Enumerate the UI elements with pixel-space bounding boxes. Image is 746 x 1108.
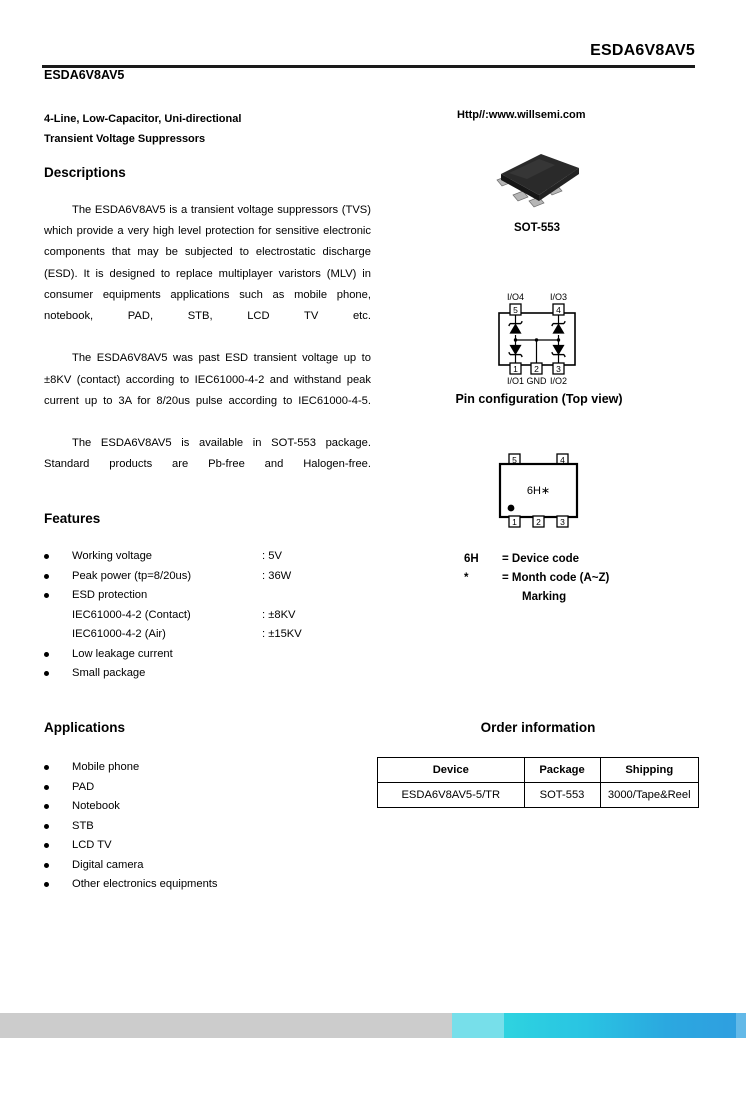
list-item (44, 836, 374, 856)
list-item (44, 778, 374, 798)
column-header-shipping: Shipping (600, 758, 699, 783)
cell-device: ESDA6V8AV5-5/TR (378, 783, 525, 808)
application-label: Other electronics equipments (72, 878, 218, 890)
feature-value: : ±15KV (262, 628, 302, 640)
feature-label: Working voltage (72, 550, 153, 562)
legend-value: = Month code (A~Z) (502, 572, 610, 584)
table-header-row (378, 758, 699, 783)
application-label: STB (72, 819, 94, 832)
product-subtitle-line2: Transient Voltage Suppressors (44, 133, 206, 145)
svg-text:1: 1 (513, 364, 518, 374)
column-header-package: Package (524, 758, 600, 783)
description-paragraph: The ESDA6V8AV5 is available in SOT-553 package. Standard products are Pb-free and Halogen-free. (44, 437, 371, 471)
footer-color-bar (0, 1013, 746, 1038)
feature-value: : 5V (262, 550, 282, 562)
application-label: Digital camera (72, 858, 144, 871)
page-title: ESDA6V8AV5 (44, 68, 125, 82)
svg-text:1: 1 (512, 517, 517, 527)
feature-value: : 36W (262, 569, 292, 582)
pin1-dot-icon (508, 505, 515, 512)
marking-code-text: 6H∗ (526, 485, 551, 497)
bullet-icon (44, 863, 49, 868)
application-label: Notebook (72, 800, 120, 812)
list-item (44, 567, 374, 587)
feature-label: Low leakage current (72, 647, 173, 660)
pin-label-io1: I/O1 (506, 376, 525, 386)
list-item (44, 547, 374, 567)
pin-label-gnd: GND (526, 376, 547, 386)
svg-text:3: 3 (556, 364, 561, 374)
feature-label: Small package (72, 667, 146, 679)
order-information-heading: Order information (480, 720, 596, 735)
description-paragraph: The ESDA6V8AV5 was past ESD transient voltage up to ±8KV (contact) according to IEC61000-4-2 and withstand peak current up to 3A for 8/20us pulse according to IEC61000-4-5. (44, 352, 371, 407)
header-rule (42, 65, 695, 68)
bullet-icon (44, 804, 49, 809)
bullet-icon (44, 882, 49, 887)
product-subtitle (44, 109, 241, 149)
order-information-table (377, 757, 699, 808)
page-header-part-number: ESDA6V8AV5 (590, 42, 695, 59)
legend-key: 6H (464, 553, 479, 565)
svg-text:4: 4 (556, 305, 561, 315)
list-item (44, 856, 374, 876)
list-item (44, 817, 374, 837)
package-photo (489, 148, 587, 214)
svg-text:2: 2 (536, 517, 541, 527)
applications-heading: Applications (44, 720, 126, 735)
legend-value: Marking (522, 591, 567, 603)
list-item (44, 797, 374, 817)
svg-text:5: 5 (512, 455, 517, 465)
feature-value: : ±8KV (262, 608, 296, 621)
svg-text:2: 2 (534, 364, 539, 374)
footer-bar-gray (0, 1013, 452, 1038)
bullet-icon (44, 785, 49, 790)
application-label: PAD (72, 780, 95, 793)
features-heading: Features (44, 511, 101, 526)
legend-key: * (464, 572, 469, 584)
feature-label: Peak power (tp=8/20us) (72, 569, 192, 582)
product-subtitle-line1: 4-Line, Low-Capacitor, Uni-directional (44, 113, 242, 125)
application-label: LCD TV (72, 839, 112, 851)
bullet-icon (44, 824, 49, 829)
list-item (44, 625, 374, 645)
list-item (44, 758, 374, 778)
feature-label: IEC61000-4-2 (Contact) (72, 608, 191, 621)
list-item (44, 645, 374, 665)
descriptions-heading: Descriptions (44, 165, 126, 180)
list-item (44, 586, 374, 606)
legend-value: = Device code (502, 553, 580, 565)
descriptions-body (44, 200, 371, 497)
svg-text:3: 3 (560, 517, 565, 527)
bullet-icon (44, 574, 49, 579)
footer-bar-light-cyan (452, 1013, 504, 1038)
pin-configuration-diagram (489, 291, 589, 387)
applications-list (44, 758, 374, 895)
pin-label-io3: I/O3 (549, 292, 568, 302)
feature-label: IEC61000-4-2 (Air) (72, 628, 166, 640)
feature-label: ESD protection (72, 589, 148, 601)
description-paragraph: The ESDA6V8AV5 is a transient voltage suppressors (TVS) which provide a very high level protection for sensitive electronic components that may be subjected to electrostatic discharge (ESD). It is designed to replace multiplayer varistors (MLV) in consumer equipments applications such as mobile phone, notebook, PAD, STB, LCD TV etc. (44, 204, 371, 323)
package-photo-caption: SOT-553 (513, 222, 561, 234)
column-header-device: Device (378, 758, 525, 783)
pin-configuration-svg (489, 291, 589, 387)
list-item (44, 606, 374, 626)
website-link[interactable]: Http//:www.willsemi.com (457, 109, 586, 121)
pin-label-io2: I/O2 (549, 376, 568, 386)
pin-label-io4: I/O4 (506, 292, 525, 302)
bullet-icon (44, 554, 49, 559)
application-label: Mobile phone (72, 761, 140, 773)
marking-diagram (494, 452, 586, 534)
svg-text:5: 5 (513, 305, 518, 315)
bullet-icon (44, 652, 49, 657)
cell-shipping: 3000/Tape&Reel (600, 783, 699, 808)
bullet-icon (44, 671, 49, 676)
marking-diagram-svg (494, 452, 586, 534)
bullet-icon (44, 593, 49, 598)
list-item (44, 664, 374, 684)
features-list (44, 547, 374, 684)
table-row (378, 783, 699, 808)
svg-text:4: 4 (560, 455, 565, 465)
bullet-icon (44, 765, 49, 770)
list-item (44, 875, 374, 895)
package-photo-svg (489, 148, 587, 214)
footer-bar-end (736, 1013, 746, 1038)
footer-bar-gradient (504, 1013, 736, 1038)
pin-configuration-caption: Pin configuration (Top view) (455, 392, 623, 406)
cell-package: SOT-553 (524, 783, 600, 808)
bullet-icon (44, 843, 49, 848)
